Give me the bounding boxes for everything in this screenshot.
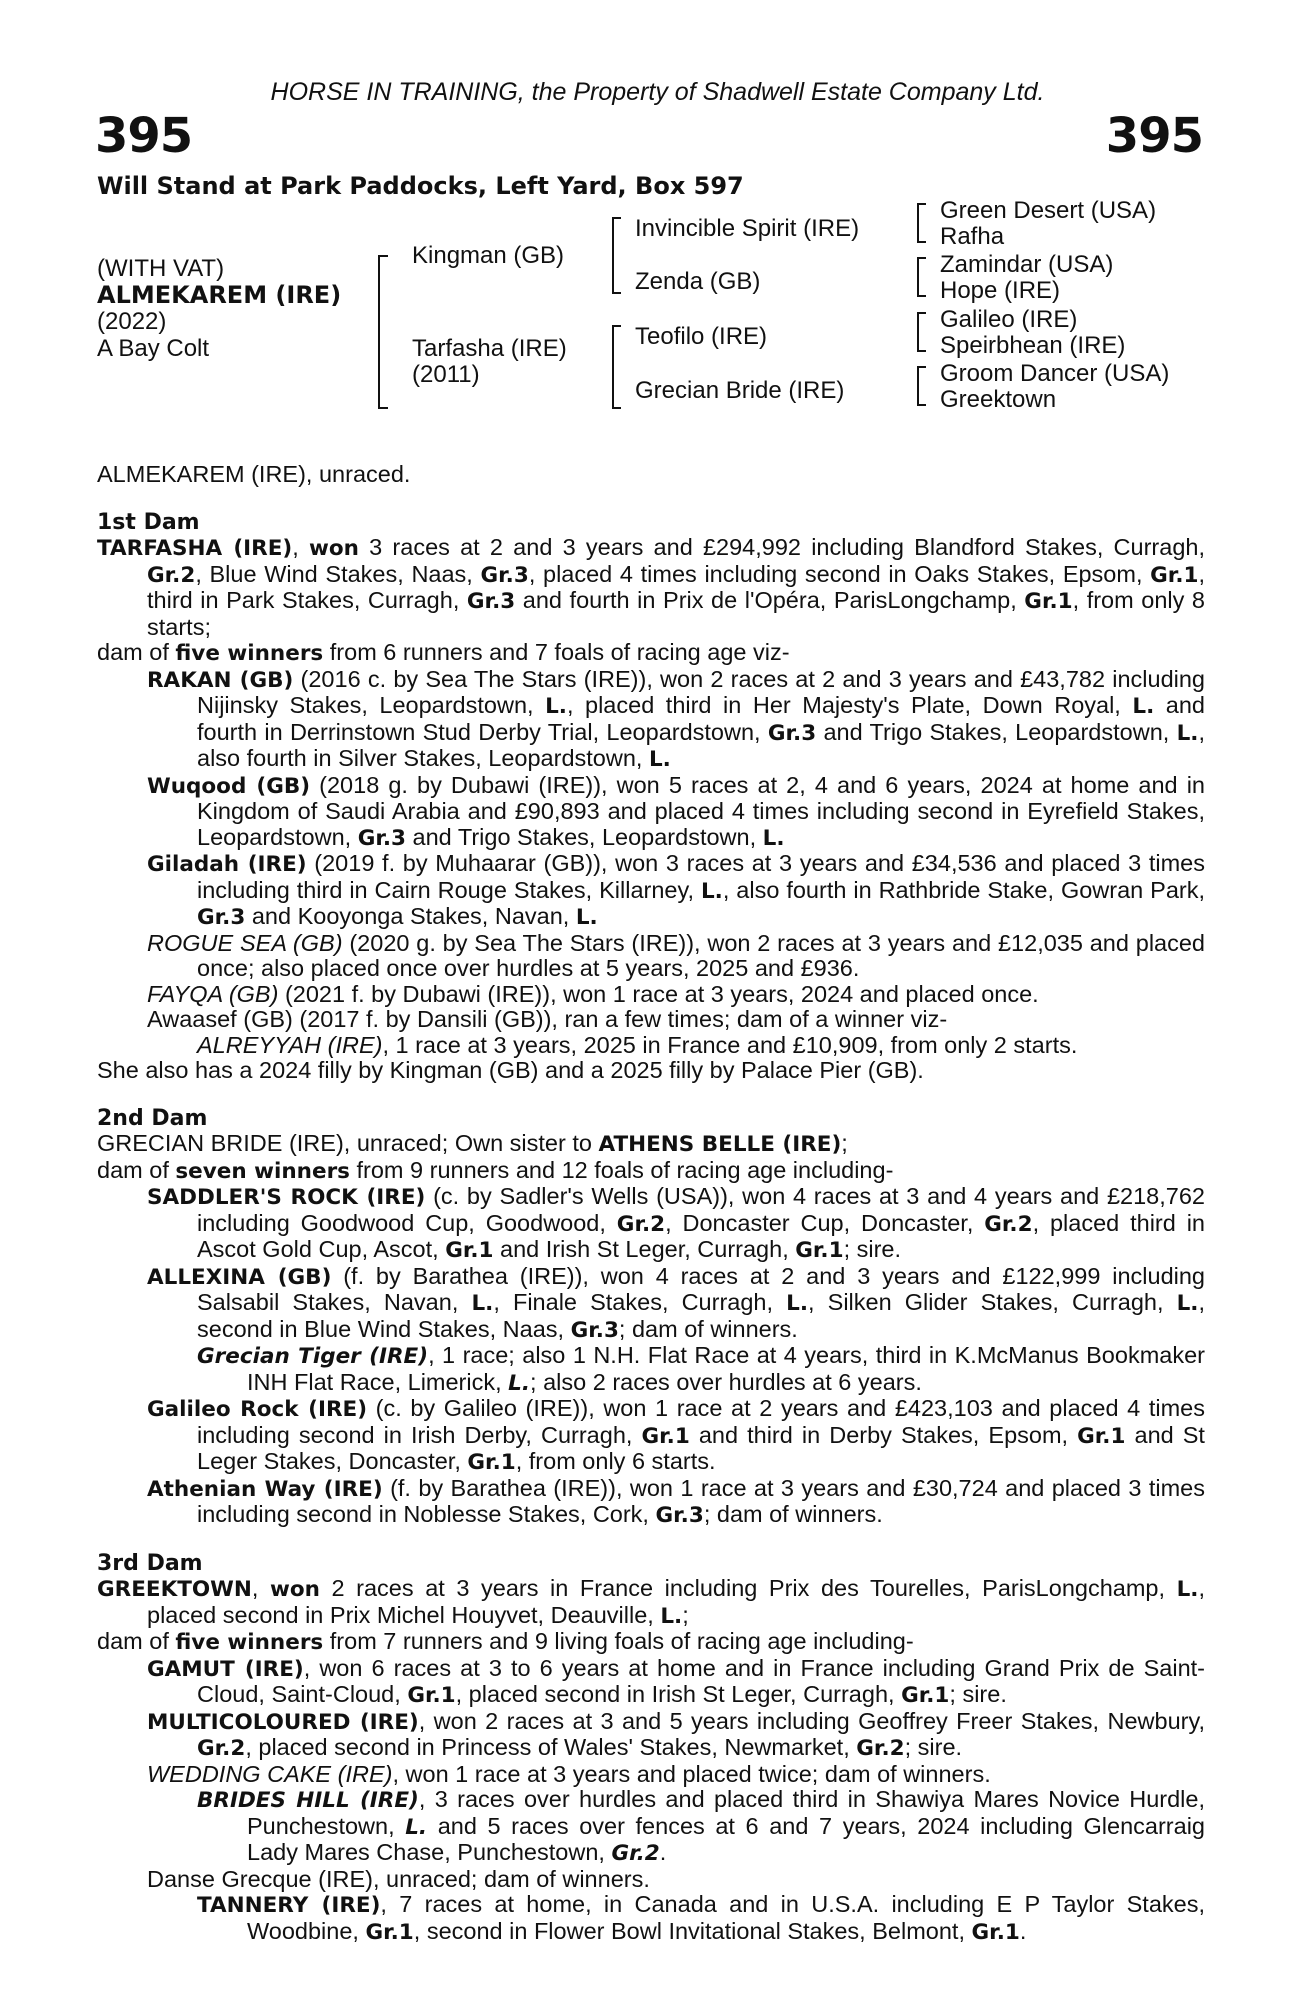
text-run: and third in Derby Stakes, Epsom, — [689, 1421, 1078, 1448]
emphasis-text: Gr.3 — [570, 1317, 619, 1343]
emphasis-text: ROGUE SEA (GB) — [147, 929, 343, 956]
emphasis-text: ALLEXINA (GB) — [147, 1264, 332, 1290]
text-run: , Blue Wind Stakes, Naas, — [195, 560, 481, 587]
text-run: , Doncaster Cup, Doncaster, — [665, 1209, 985, 1236]
text-run: , placed second in Irish St Leger, Curragh, — [455, 1681, 902, 1707]
emphasis-text: five winners — [175, 1630, 324, 1655]
bracket-gs1 — [917, 203, 926, 243]
text-run: (c. by Galileo (IRE)), won 1 race at 2 years and £423,103 and placed 4 times including second in Irish Derby, Curragh, — [197, 1395, 1205, 1448]
text-run: GRECIAN BRIDE (IRE), unraced; Own sister to — [97, 1130, 599, 1156]
text-run: , — [251, 1575, 270, 1601]
text-run: , from only 6 starts. — [515, 1448, 716, 1474]
emphasis-text: won — [270, 1577, 320, 1602]
horse-name: ALMEKAREM (IRE) — [97, 281, 342, 309]
ggs-7: Groom Dancer (USA) — [940, 360, 1170, 387]
second-dam-progeny — [97, 1184, 1205, 1529]
emphasis-text: TANNERY (IRE) — [197, 1893, 381, 1918]
lot-number-right: 395 — [1105, 108, 1203, 164]
emphasis-text: ALREYYAH (IRE) — [197, 1031, 383, 1058]
bracket-gs3 — [917, 312, 926, 352]
text-run: ; also 2 races over hurdles at 6 years. — [530, 1368, 922, 1395]
text-run: , placed second in Princess of Wales' Stakes, Newmarket, — [245, 1734, 857, 1760]
text-run: from 9 runners and 12 foals of racing age including- — [349, 1156, 894, 1183]
text-run: (f. by Barathea (IRE)), won 1 race at 3 years and £30,724 and placed 3 times including second in Noblesse Stakes, Cork, — [197, 1474, 1205, 1527]
emphasis-text: five winners — [175, 641, 324, 666]
progeny-entry — [97, 1264, 1205, 1344]
text-run: , — [292, 534, 309, 560]
emphasis-text: Gr.2 — [616, 1211, 666, 1237]
dam-name: Tarfasha (IRE) — [412, 335, 567, 362]
text-run: , won 6 races at 3 to 6 years at home and in France including Grand Prix de Saint-Cloud, Saint-Cloud, — [197, 1654, 1206, 1707]
dam-year: (2011) — [412, 361, 480, 388]
granddam-maternal: Grecian Bride (IRE) — [635, 377, 845, 404]
ggs-8: Greektown — [940, 386, 1057, 413]
text-run: ; dam of winners. — [703, 1501, 883, 1527]
text-run: , 1 race at 3 years, 2025 in France and £10,909, from only 2 starts. — [382, 1031, 1078, 1058]
emphasis-text: L. — [508, 1370, 531, 1396]
emphasis-text: L. — [471, 1291, 494, 1316]
emphasis-text: Gr.2 — [611, 1841, 660, 1866]
text-run: Awaasef (GB) (2017 f. by Dansili (GB)), ran a few times; dam of a winner viz- — [147, 1006, 948, 1032]
text-run: , 7 races at home, in Canada and in U.S.A. including E P Taylor Stakes, Woodbine, — [247, 1891, 1206, 1944]
text-run: , 1 race; also 1 N.H. Flat Race at 4 years, third in K.McManus Bookmaker INH Flat Race, Limerick, — [247, 1342, 1205, 1395]
progeny-entry — [97, 667, 1205, 773]
emphasis-text: Galileo Rock (IRE) — [147, 1397, 368, 1422]
text-run: ; dam of winners. — [618, 1315, 798, 1342]
third-dam-heading: 3rd Dam — [97, 1550, 203, 1576]
text-run: from 6 runners and 7 foals of racing age viz- — [323, 639, 790, 665]
emphasis-text: L. — [660, 1603, 683, 1629]
emphasis-text: Gr.1 — [901, 1683, 950, 1708]
text-run: (2021 f. by Dubawi (IRE)), won 1 race at 3 years, 2024 and placed once. — [278, 980, 1039, 1007]
emphasis-text: Gr.1 — [1150, 562, 1199, 588]
emphasis-text: Gr.1 — [971, 1919, 1020, 1945]
emphasis-text: Gr.1 — [1077, 1423, 1126, 1449]
first-dam-note: She also has a 2024 filly by Kingman (GB) and a 2025 filly by Palace Pier (GB). — [97, 1057, 924, 1083]
text-run: , also fourth in Silver Stakes, Leopardstown, — [197, 718, 1205, 771]
text-run: , placed third in Her Majesty's Plate, Down Royal, — [566, 692, 1133, 718]
horse-year: (2022) — [97, 308, 167, 335]
third-dam-progeny — [97, 1656, 1205, 1946]
text-run: and Kooyonga Stakes, Navan, — [245, 903, 576, 929]
emphasis-text: L. — [700, 878, 723, 904]
progeny-entry — [97, 1476, 1205, 1529]
text-run: . — [1019, 1917, 1027, 1944]
emphasis-text: Gr.3 — [480, 562, 529, 588]
bracket-gs4 — [917, 366, 926, 406]
progeny-entry — [97, 1709, 1205, 1762]
spacer — [97, 488, 1205, 510]
emphasis-text: Gr.3 — [655, 1503, 704, 1528]
progeny-entry — [97, 1892, 1205, 1945]
emphasis-text: Gr.3 — [197, 905, 246, 930]
emphasis-text: Wuqood (GB) — [147, 773, 311, 799]
emphasis-text: FAYQA (GB) — [147, 980, 279, 1007]
emphasis-text: Giladah (IRE) — [147, 852, 307, 877]
emphasis-text: Gr.2 — [984, 1211, 1033, 1237]
text-run: , won 2 races at 3 and 5 years including Geoffrey Freer Stakes, Newbury, — [418, 1707, 1205, 1734]
text-run: , placed third in Ascot Gold Cup, Ascot, — [197, 1209, 1205, 1262]
emphasis-text: Gr.3 — [767, 720, 817, 746]
emphasis-text: L. — [1176, 1291, 1199, 1316]
emphasis-text: WEDDING CAKE (IRE) — [147, 1760, 393, 1787]
first-dam-progeny — [97, 667, 1205, 1059]
text-run: (2016 c. by Sea The Stars (IRE)), won 2 races at 2 and 3 years and £43,782 including Nijinsky Stakes, Leopardstown, — [197, 665, 1206, 718]
second-dam-heading: 2nd Dam — [97, 1105, 208, 1131]
emphasis-text: BRIDES HILL (IRE) — [197, 1788, 419, 1813]
text-run: and fourth in Prix de l'Opéra, ParisLongchamp, — [515, 587, 1025, 613]
emphasis-text: L. — [1176, 720, 1199, 746]
bracket-dam — [612, 325, 621, 409]
text-run: dam of — [97, 1156, 176, 1183]
emphasis-text: Gr.2 — [856, 1736, 905, 1761]
text-run: and St Leger Stakes, Doncaster, — [197, 1421, 1205, 1474]
progeny-entry — [97, 1396, 1205, 1476]
third-dam-produce — [97, 1629, 1205, 1656]
bracket-parents — [378, 255, 388, 409]
first-dam-produce — [97, 640, 1205, 667]
emphasis-text: Gr.1 — [467, 1450, 516, 1475]
vat-label: (WITH VAT) — [97, 255, 225, 282]
text-run: , Finale Stakes, Curragh, — [493, 1289, 787, 1315]
progeny-entry — [97, 851, 1205, 931]
progeny-entry — [97, 1762, 1205, 1788]
text-run: and Irish St Leger, Curragh, — [493, 1236, 796, 1262]
emphasis-text: Grecian Tiger (IRE) — [197, 1344, 429, 1369]
text-run: ; sire. — [843, 1236, 902, 1262]
emphasis-text: Gr.1 — [445, 1238, 494, 1263]
emphasis-text: TARFASHA (IRE) — [97, 536, 293, 561]
second-dam-produce — [97, 1158, 1205, 1185]
text-run: , second in Blue Wind Stakes, Naas, — [197, 1289, 1206, 1342]
ggs-5: Galileo (IRE) — [940, 306, 1078, 333]
grandsire-paternal: Invincible Spirit (IRE) — [635, 215, 860, 242]
text-run: dam of — [97, 639, 176, 665]
third-dam-record — [97, 1576, 1205, 1629]
lot-number-left: 395 — [95, 108, 193, 164]
bracket-sire — [612, 217, 621, 294]
text-run: and 5 races over fences at 6 and 7 years, 2024 including Glencarraig Lady Mares Chase, Punchestown, — [247, 1812, 1205, 1865]
emphasis-text: Athenian Way (IRE) — [147, 1476, 383, 1502]
text-run: ; — [682, 1601, 689, 1628]
text-run: and Trigo Stakes, Leopardstown, — [406, 823, 763, 850]
emphasis-text: won — [308, 536, 359, 561]
text-run: , 3 races over hurdles and placed third in Shawiya Mares Novice Hurdle, Punchestown, — [247, 1786, 1206, 1839]
emphasis-text: L. — [786, 1291, 809, 1316]
text-run: ; — [841, 1130, 848, 1156]
text-run: , won 1 race at 3 years and placed twice; dam of winners. — [392, 1760, 991, 1787]
text-run: , Silken Glider Stakes, Curragh, — [808, 1289, 1177, 1315]
ggs-3: Zamindar (USA) — [940, 251, 1114, 278]
text-run: ; sire. — [949, 1681, 1007, 1707]
emphasis-text: SADDLER'S ROCK (IRE) — [147, 1185, 426, 1210]
emphasis-text: RAKAN (GB) — [147, 667, 294, 693]
emphasis-text: L. — [575, 905, 598, 930]
text-run: (2019 f. by Muhaarar (GB)), won 3 races at 3 years and £34,536 and placed 3 times including third in Cairn Rouge Stakes, Killarney, — [197, 850, 1205, 903]
text-run: , placed second in Prix Michel Houyvet, Deauville, — [147, 1575, 1205, 1628]
first-dam-record — [97, 535, 1205, 640]
first-dam-heading: 1st Dam — [97, 509, 200, 535]
emphasis-text: Gr.3 — [357, 825, 407, 851]
text-run: , third in Park Stakes, Curragh, — [147, 560, 1205, 613]
progeny-entry — [97, 1656, 1205, 1709]
progeny-entry — [97, 773, 1205, 852]
progeny-entry — [97, 1867, 1205, 1893]
emphasis-text: Gr.1 — [641, 1423, 690, 1449]
text-run: , placed 4 times including second in Oaks Stakes, Epsom, — [528, 560, 1151, 587]
pedigree-notes — [97, 462, 1205, 1945]
emphasis-text: L. — [1176, 1577, 1199, 1602]
text-run: (2018 g. by Dubawi (IRE)), won 5 races at 2, 4 and 6 years, 2024 at home and in Kingdom of Saudi Arabia and £90,893 and placed 4 times including second in Eyrefield Stakes, Leopardstown, — [197, 771, 1205, 850]
emphasis-text: L. — [405, 1814, 428, 1840]
pedigree-chart — [0, 195, 1315, 425]
emphasis-text: L. — [762, 825, 785, 851]
emphasis-text: Gr.2 — [147, 562, 196, 588]
emphasis-text: L. — [545, 694, 567, 719]
emphasis-text: seven winners — [175, 1158, 350, 1184]
text-run: . — [659, 1839, 667, 1865]
emphasis-text: Gr.1 — [795, 1238, 844, 1263]
text-run: (c. by Sadler's Wells (USA)), won 4 races at 3 and 4 years and £218,762 including Goodwood Cup, Goodwood, — [197, 1183, 1205, 1236]
sire-name: Kingman (GB) — [412, 242, 565, 269]
stand-info: Will Stand at Park Paddocks, Left Yard, Box 597 — [97, 172, 744, 200]
ggs-4: Hope (IRE) — [940, 277, 1061, 304]
progeny-entry — [97, 982, 1205, 1008]
emphasis-text: Gr.1 — [365, 1919, 414, 1945]
ggs-1: Green Desert (USA) — [940, 197, 1157, 224]
text-run: from 7 runners and 9 living foals of racing age including- — [323, 1628, 914, 1654]
second-dam-record — [97, 1131, 1205, 1158]
progeny-entry — [97, 1184, 1205, 1264]
emphasis-text: ATHENS BELLE (IRE) — [598, 1132, 842, 1157]
text-run: dam of — [97, 1628, 176, 1654]
progeny-entry — [97, 931, 1205, 982]
horse-intro: ALMEKAREM (IRE), unraced. — [97, 461, 411, 487]
progeny-entry — [97, 1343, 1205, 1396]
text-run: , from only 8 starts; — [147, 587, 1205, 640]
text-run: 3 races at 2 and 3 years and £294,992 including Blandford Stakes, Curragh, — [358, 534, 1205, 560]
emphasis-text: Gr.1 — [407, 1683, 456, 1708]
text-run: (f. by Barathea (IRE)), won 4 races at 2 and 3 years and £122,999 including Salsabil Stakes, Navan, — [197, 1262, 1205, 1315]
emphasis-text: Gr.2 — [197, 1736, 246, 1761]
horse-description: A Bay Colt — [97, 335, 210, 362]
ggs-2: Rafha — [940, 223, 1005, 250]
text-run: 2 races at 3 years in France including Prix des Tourelles, ParisLongchamp, — [319, 1575, 1177, 1601]
text-run: (2020 g. by Sea The Stars (IRE)), won 2 races at 3 years and £12,035 and placed once; also placed once over hurdles at 5 years, 2025 and £936. — [197, 929, 1205, 981]
emphasis-text: L. — [648, 747, 671, 772]
text-run: and Trigo Stakes, Leopardstown, — [816, 718, 1177, 745]
text-run: , also fourth in Rathbride Stake, Gowran Park, — [722, 876, 1205, 903]
progeny-entry — [97, 1787, 1205, 1867]
text-run: ; sire. — [904, 1734, 963, 1760]
emphasis-text: GREEKTOWN — [97, 1577, 252, 1602]
text-run: , second in Flower Bowl Invitational Stakes, Belmont, — [413, 1917, 972, 1944]
text-run: and fourth in Derrinstown Stud Derby Trial, Leopardstown, — [197, 692, 1205, 745]
granddam-paternal: Zenda (GB) — [635, 268, 761, 295]
emphasis-text: GAMUT (IRE) — [147, 1656, 304, 1682]
emphasis-text: Gr.1 — [1024, 589, 1073, 614]
emphasis-text: L. — [1132, 694, 1155, 719]
grandsire-maternal: Teofilo (IRE) — [635, 323, 768, 350]
emphasis-text: Gr.3 — [466, 589, 516, 614]
bracket-gs2 — [917, 257, 926, 297]
progeny-entry — [97, 1033, 1205, 1059]
ggs-6: Speirbhean (IRE) — [940, 332, 1126, 359]
progeny-entry — [97, 1007, 1205, 1033]
emphasis-text: MULTICOLOURED (IRE) — [147, 1709, 419, 1735]
text-run: Danse Grecque (IRE), unraced; dam of winners. — [147, 1865, 650, 1892]
page-header: HORSE IN TRAINING, the Property of Shadwell Estate Company Ltd. — [270, 78, 1045, 106]
